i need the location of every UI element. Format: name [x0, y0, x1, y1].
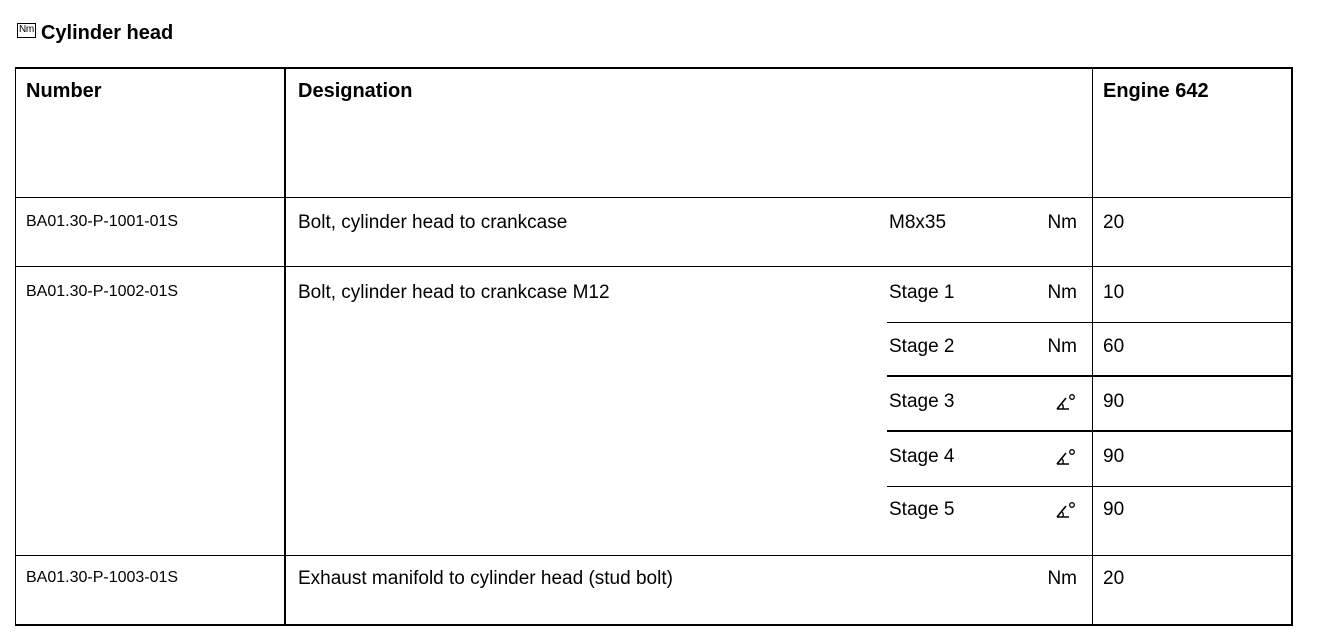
header-number: Number — [26, 80, 102, 102]
row3-value: 20 — [1103, 568, 1125, 589]
stage5-label: Stage 5 — [889, 499, 955, 520]
row2-designation: Bolt, cylinder head to crankcase M12 — [298, 282, 610, 303]
angle-degree-icon — [1053, 390, 1077, 414]
stage2-unit: Nm — [1047, 336, 1077, 357]
stage-separator — [887, 486, 1293, 487]
stage-separator — [887, 430, 1293, 432]
column-divider-engine — [1092, 67, 1093, 626]
torque-table — [15, 67, 1293, 626]
stage2-value: 60 — [1103, 336, 1125, 357]
header-designation: Designation — [298, 80, 413, 102]
table-right-border — [1291, 67, 1293, 626]
row2-number: BA01.30-P-1002-01S — [26, 283, 179, 300]
header-engine: Engine 642 — [1103, 80, 1209, 102]
row1-unit: Nm — [1047, 212, 1077, 233]
row3-number: BA01.30-P-1003-01S — [26, 569, 179, 586]
stage3-label: Stage 3 — [889, 391, 955, 412]
stage1-unit: Nm — [1047, 282, 1077, 303]
stage4-label: Stage 4 — [889, 446, 955, 467]
stage4-value: 90 — [1103, 446, 1125, 467]
table-bottom-border — [15, 624, 1293, 626]
stage2-label: Stage 2 — [889, 336, 955, 357]
stage-separator — [887, 375, 1293, 377]
row1-designation: Bolt, cylinder head to crankcase — [298, 212, 568, 233]
row3-designation: Exhaust manifold to cylinder head (stud bolt) — [298, 568, 673, 589]
stage3-value: 90 — [1103, 391, 1125, 412]
row1-spec: M8x35 — [889, 212, 947, 233]
row1-value: 20 — [1103, 212, 1125, 233]
table-left-border — [15, 67, 16, 626]
row3-unit: Nm — [1047, 568, 1077, 589]
column-divider-number — [284, 67, 286, 626]
stage1-value: 10 — [1103, 282, 1125, 303]
page-title: Cylinder head — [40, 21, 174, 44]
header-bottom-border — [15, 197, 1293, 198]
page-heading — [17, 20, 173, 46]
table-top-border — [15, 67, 1293, 69]
stage1-label: Stage 1 — [889, 282, 955, 303]
torque-nm-icon: Nm — [17, 23, 36, 38]
row1-bottom-border — [15, 266, 1293, 267]
row2-bottom-border — [15, 555, 1293, 556]
angle-degree-icon — [1053, 445, 1077, 469]
stage-separator — [887, 322, 1293, 323]
row1-number: BA01.30-P-1001-01S — [26, 213, 179, 230]
angle-degree-icon — [1053, 498, 1077, 522]
stage5-value: 90 — [1103, 499, 1125, 520]
